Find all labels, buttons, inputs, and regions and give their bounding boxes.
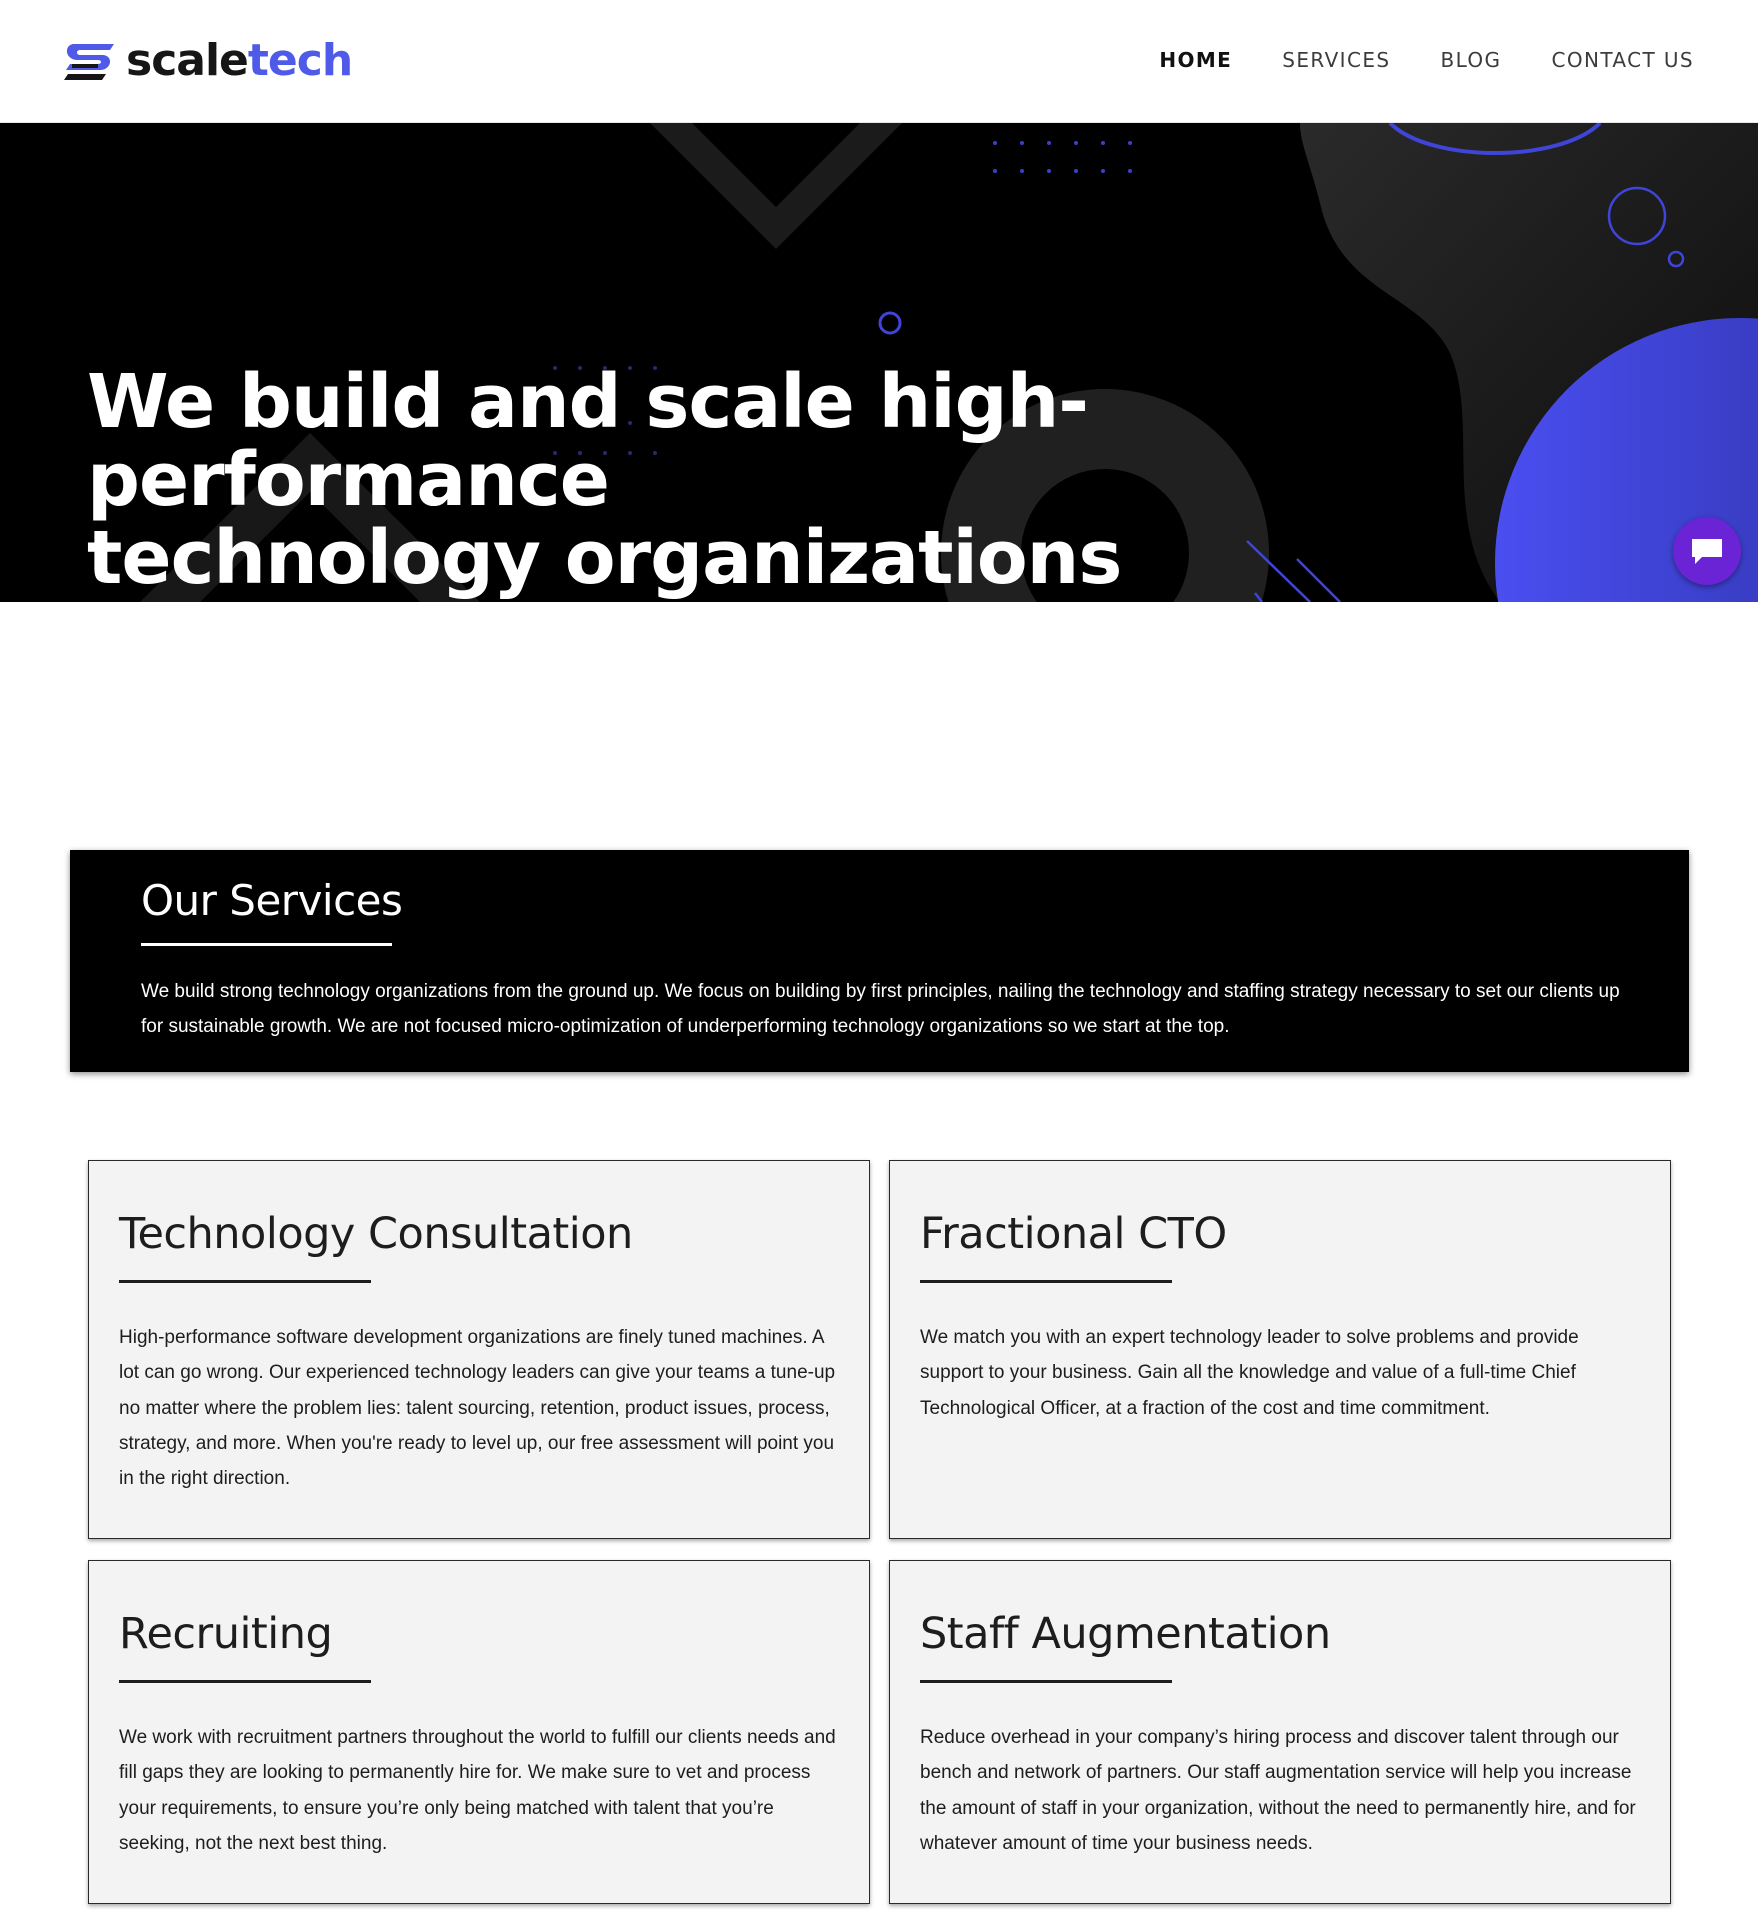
card-underline: [920, 1280, 1172, 1283]
main-nav: [1109, 48, 1694, 72]
card-text: High-performance software development organizations are finely tuned machines. A lot can go wrong. Our experienced technology leaders can give your teams a tune-up no matter where the problem lies: talent sourcing, retention, product issues, process, strategy, and more. When you're ready to level up, our free assessment will point you in the right direction.: [119, 1327, 836, 1490]
hero-title-line1: We build and scale high-performance: [87, 359, 1088, 523]
chat-button[interactable]: [1673, 517, 1741, 585]
card-title: Technology Consultation: [119, 1209, 633, 1259]
card-text: We match you with an expert technology leader to solve problems and provide support to your business. Gain all the knowledge and value of a full-time Chief Technological Officer, at a fraction of the cost and time commitment.: [920, 1327, 1579, 1419]
card-underline: [119, 1280, 371, 1283]
logo[interactable]: [62, 36, 352, 86]
logo-text: [126, 35, 353, 86]
heading-underline: [141, 943, 392, 946]
card-title: Fractional CTO: [920, 1209, 1227, 1259]
nav-services[interactable]: SERVICES: [1282, 48, 1391, 72]
logo-text-scale: scale: [126, 35, 248, 86]
card-text: We work with recruitment partners throughout the world to fulfill our clients needs and fill gaps they are looking to permanently hire for. We make sure to vet and process your requirements, to ensure you’re only being matched with talent that you’re seeking, not the next best thing.: [119, 1727, 836, 1854]
card-underline: [920, 1680, 1172, 1683]
card-title: Recruiting: [119, 1609, 333, 1659]
hero-banner: [0, 123, 1758, 602]
services-heading: Our Services: [141, 876, 403, 925]
nav-home[interactable]: HOME: [1159, 48, 1233, 72]
services-intro: [70, 850, 1689, 1072]
nav-contact-us[interactable]: CONTACT US: [1551, 48, 1694, 72]
hero-title: [87, 359, 1487, 601]
nav-blog[interactable]: BLOG: [1440, 48, 1502, 72]
service-card-technology-consultation: [88, 1160, 870, 1539]
logo-text-tech: tech: [247, 35, 353, 86]
service-card-recruiting: [88, 1560, 870, 1904]
service-card-fractional-cto: [889, 1160, 1671, 1539]
service-card-staff-augmentation: [889, 1560, 1671, 1904]
card-underline: [119, 1680, 371, 1683]
services-description: We build strong technology organizations from the ground up. We focus on building by first principles, nailing the technology and staffing strategy necessary to set our clients up for sustainable growth. We are not focused micro-optimization of underperforming technology organizations so we start at the top.: [141, 981, 1620, 1037]
card-title: Staff Augmentation: [920, 1609, 1331, 1659]
logo-mark-icon: [62, 40, 118, 82]
site-header: [0, 0, 1758, 123]
hero-title-line2: technology organizations: [87, 515, 1122, 601]
card-text: Reduce overhead in your company’s hiring process and discover talent through our bench and network of partners. Our staff augmentation service will help you increase the amount of staff in your organization, without the need to permanently hire, and for whatever amount of time your business needs.: [920, 1727, 1636, 1854]
chat-bubble-icon: [1690, 536, 1724, 566]
